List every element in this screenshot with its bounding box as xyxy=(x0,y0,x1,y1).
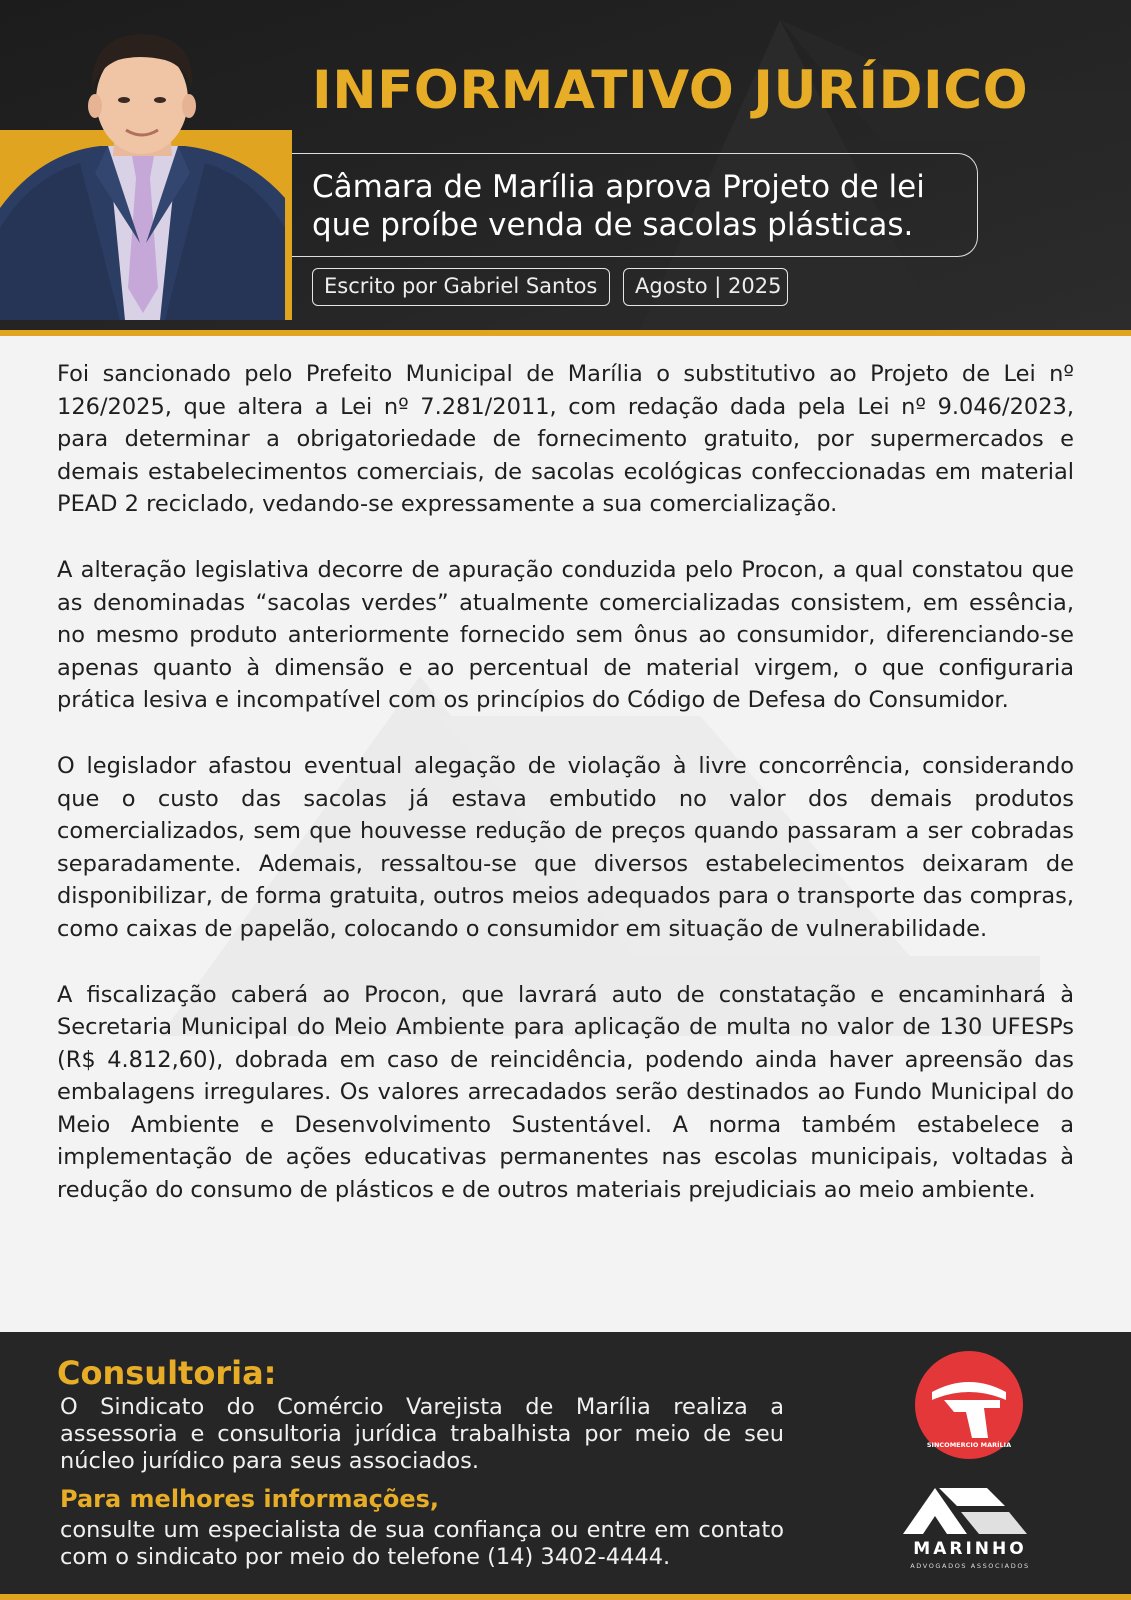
paragraph-4: A fiscalização caberá ao Procon, que lavrará auto de constatação e encaminhará à Secretaria Municipal do Meio Ambiente para aplicação de multa no valor de 130 UFESPs (R$ 4.812,60), dobrada em caso de reincidência, podendo ainda haver apreensão das embalagens irregulares. Os valores arrecadados serão destinados ao Fundo Municipal do Meio Ambiente e Desenvolvimento Sustentável. A norma também estabelece a implementação de ações educativas permanentes nas escolas municipais, voltadas à redução do consumo de plásticos e de outros materiais prejudiciais ao meio ambiente. xyxy=(57,981,1074,1204)
header xyxy=(0,0,1131,330)
paragraph-1: Foi sancionado pelo Prefeito Municipal de Marília o substitutivo ao Projeto de Lei nº 126/2025, que altera a Lei nº 7.281/2011, com redação dada pela Lei nº 9.046/2023, para determinar a obrigatoriedade de fornecimento gratuito, por supermercados e demais estabelecimentos comerciais, de sacolas ecológicas confeccionadas em material PEAD 2 reciclado, vedando-se expressamente a sua comercialização. xyxy=(57,361,1074,518)
headline xyxy=(312,168,972,244)
date-tag: Agosto | 2025 xyxy=(623,268,788,306)
consultoria-text: O Sindicato do Comércio Varejista de Marília realiza a assessoria e consultoria jurídica trabalhista por meio de seu núcleo jurídico para seus associados. xyxy=(60,1394,784,1474)
info-heading: Para melhores informações, xyxy=(60,1485,440,1513)
article-body xyxy=(57,358,1074,1240)
headline-line-1: Câmara de Marília aprova Projeto de lei xyxy=(312,169,925,205)
marinho-logo-subtitle: ADVOGADOS ASSOCIADOS xyxy=(910,1562,1030,1570)
paragraph-2: A alteração legislativa decorre de apuração conduzida pelo Procon, a qual constatou que as denominadas “sacolas verdes” atualmente comercializadas consistem, em essência, no mesmo produto anteriormente fornecido sem ônus ao consumidor, diferenciando-se apenas quanto à dimensão e ao percentual de material virgem, o que configuraria prática lesiva e incompatível com os princípios do Código de Defesa do Consumidor. xyxy=(57,556,1074,714)
author-tag: Escrito por Gabriel Santos xyxy=(312,268,610,306)
marinho-logo-icon xyxy=(895,1482,1045,1537)
author-photo xyxy=(0,28,285,320)
marinho-logo-name: MARINHO xyxy=(913,1539,1027,1559)
sindicato-logo-icon xyxy=(914,1350,1024,1460)
footer xyxy=(0,1332,1131,1594)
marinho-logo xyxy=(895,1482,1045,1587)
headline-line-2: que proíbe venda de sacolas plásticas. xyxy=(312,207,914,243)
gold-divider-bottom xyxy=(0,1594,1131,1600)
info-text: consulte um especialista de sua confiança ou entre em contato com o sindicato por meio do telefone (14) 3402-4444. xyxy=(60,1517,784,1570)
page-title: INFORMATIVO JURÍDICO xyxy=(312,60,1029,121)
sindicato-logo-text: SINCOMERCIO MARÍLIA xyxy=(926,1441,1012,1449)
article-section xyxy=(0,336,1131,1332)
paragraph-3: O legislador afastou eventual alegação de violação à livre concorrência, considerando que o custo das sacolas já estava embutido no valor dos demais produtos comercializados, sem que houvesse redução de preços quando passaram a ser cobradas separadamente. Ademais, ressaltou-se que diversos estabelecimentos deixaram de disponibilizar, de forma gratuita, outros meios adequados para o transporte das compras, como caixas de papelão, colocando o consumidor em situação de vulnerabilidade. xyxy=(57,752,1074,942)
consultoria-heading: Consultoria: xyxy=(57,1354,277,1392)
